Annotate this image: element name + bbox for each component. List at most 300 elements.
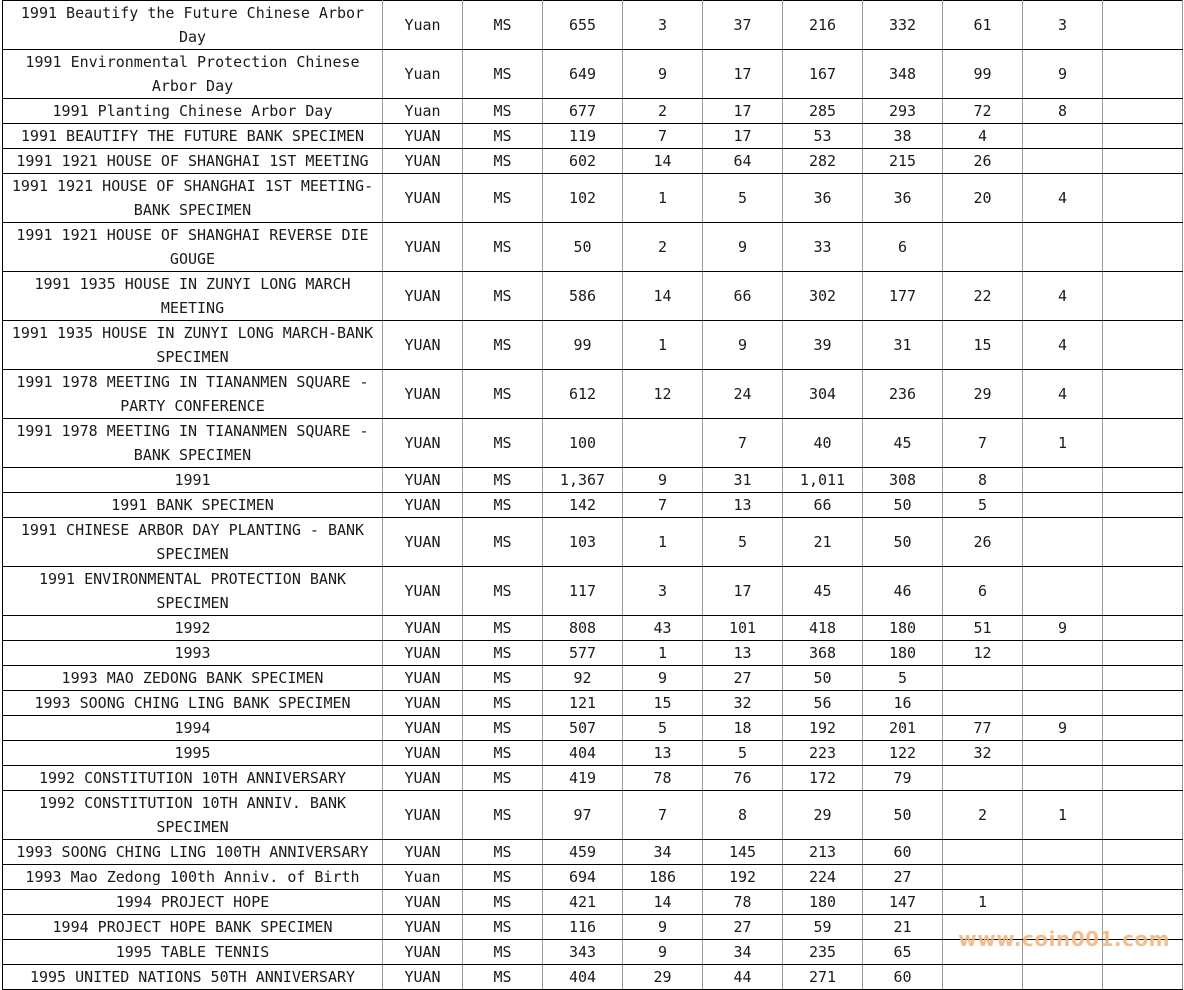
grade-col-4-cell: 60: [863, 840, 943, 865]
grade-col-1-cell: 9: [623, 915, 703, 940]
total-cell: 459: [543, 840, 623, 865]
currency-cell: YUAN: [383, 666, 463, 691]
grade-col-5-cell: 5: [943, 493, 1023, 518]
grade-col-2-cell: 5: [703, 741, 783, 766]
table-row: [3, 99, 1183, 124]
grade-col-7-cell: [1103, 915, 1183, 940]
coin-name-cell: 1991 BEAUTIFY THE FUTURE BANK SPECIMEN: [3, 124, 383, 149]
grade-col-6-cell: 4: [1023, 174, 1103, 223]
grade-cell: MS: [463, 370, 543, 419]
currency-cell: YUAN: [383, 272, 463, 321]
coin-name-cell: 1991 BANK SPECIMEN: [3, 493, 383, 518]
grade-col-2-cell: 101: [703, 616, 783, 641]
grade-col-4-cell: 215: [863, 149, 943, 174]
grade-col-3-cell: 180: [783, 890, 863, 915]
coin-name-cell: 1993 Mao Zedong 100th Anniv. of Birth: [3, 865, 383, 890]
total-cell: 116: [543, 915, 623, 940]
total-cell: 142: [543, 493, 623, 518]
grade-col-5-cell: 15: [943, 321, 1023, 370]
grade-cell: MS: [463, 840, 543, 865]
grade-col-1-cell: 1: [623, 174, 703, 223]
table-row: [3, 890, 1183, 915]
grade-col-1-cell: 2: [623, 223, 703, 272]
grade-col-3-cell: 368: [783, 641, 863, 666]
total-cell: 102: [543, 174, 623, 223]
grade-col-3-cell: 53: [783, 124, 863, 149]
grade-col-6-cell: [1023, 149, 1103, 174]
grade-col-1-cell: 2: [623, 99, 703, 124]
table-row: [3, 321, 1183, 370]
table-row: [3, 716, 1183, 741]
table-row: [3, 419, 1183, 468]
grade-col-7-cell: [1103, 518, 1183, 567]
grade-col-5-cell: [943, 766, 1023, 791]
grade-col-3-cell: 192: [783, 716, 863, 741]
grade-col-4-cell: 201: [863, 716, 943, 741]
grade-col-5-cell: 72: [943, 99, 1023, 124]
grade-cell: MS: [463, 691, 543, 716]
grade-col-4-cell: 16: [863, 691, 943, 716]
grade-col-6-cell: 9: [1023, 50, 1103, 99]
grade-col-5-cell: 29: [943, 370, 1023, 419]
grade-col-7-cell: [1103, 419, 1183, 468]
grade-col-4-cell: 6: [863, 223, 943, 272]
currency-cell: YUAN: [383, 321, 463, 370]
grade-col-7-cell: [1103, 223, 1183, 272]
grade-col-2-cell: 5: [703, 174, 783, 223]
grade-col-3-cell: 285: [783, 99, 863, 124]
grade-col-1-cell: 9: [623, 940, 703, 965]
grade-col-6-cell: [1023, 641, 1103, 666]
grade-col-7-cell: [1103, 890, 1183, 915]
grade-col-6-cell: [1023, 840, 1103, 865]
coin-name-cell: 1991 1978 MEETING IN TIANANMEN SQUARE - BANK SPECIMEN: [3, 419, 383, 468]
grade-cell: MS: [463, 766, 543, 791]
grade-col-1-cell: 1: [623, 518, 703, 567]
currency-cell: YUAN: [383, 965, 463, 990]
coin-name-cell: 1991 1935 HOUSE IN ZUNYI LONG MARCH-BANK SPECIMEN: [3, 321, 383, 370]
currency-cell: YUAN: [383, 149, 463, 174]
grade-col-7-cell: [1103, 99, 1183, 124]
grade-col-1-cell: 7: [623, 791, 703, 840]
currency-cell: YUAN: [383, 766, 463, 791]
grade-col-7-cell: [1103, 865, 1183, 890]
grade-col-2-cell: 13: [703, 493, 783, 518]
grade-col-2-cell: 37: [703, 1, 783, 50]
grade-col-2-cell: 34: [703, 940, 783, 965]
grade-col-5-cell: 7: [943, 419, 1023, 468]
grade-col-4-cell: 180: [863, 641, 943, 666]
coin-name-cell: 1992 CONSTITUTION 10TH ANNIV. BANK SPECIMEN: [3, 791, 383, 840]
currency-cell: Yuan: [383, 865, 463, 890]
grade-col-4-cell: 60: [863, 965, 943, 990]
grade-cell: MS: [463, 716, 543, 741]
total-cell: 507: [543, 716, 623, 741]
grade-col-6-cell: [1023, 518, 1103, 567]
grade-col-6-cell: 3: [1023, 1, 1103, 50]
currency-cell: YUAN: [383, 174, 463, 223]
grade-cell: MS: [463, 99, 543, 124]
grade-col-3-cell: 213: [783, 840, 863, 865]
grade-col-7-cell: [1103, 766, 1183, 791]
grade-col-2-cell: 44: [703, 965, 783, 990]
grade-cell: MS: [463, 915, 543, 940]
grade-col-6-cell: [1023, 691, 1103, 716]
currency-cell: YUAN: [383, 691, 463, 716]
grade-col-7-cell: [1103, 1, 1183, 50]
grade-col-4-cell: 177: [863, 272, 943, 321]
coin-name-cell: 1991: [3, 468, 383, 493]
grade-col-4-cell: 348: [863, 50, 943, 99]
grade-col-3-cell: 172: [783, 766, 863, 791]
grade-col-6-cell: 1: [1023, 791, 1103, 840]
grade-col-6-cell: [1023, 741, 1103, 766]
grade-col-2-cell: 5: [703, 518, 783, 567]
grade-col-5-cell: [943, 666, 1023, 691]
grade-col-5-cell: 26: [943, 518, 1023, 567]
coin-name-cell: 1991 1978 MEETING IN TIANANMEN SQUARE - PARTY CONFERENCE: [3, 370, 383, 419]
table-row: [3, 965, 1183, 990]
grade-col-4-cell: 46: [863, 567, 943, 616]
grade-col-5-cell: 22: [943, 272, 1023, 321]
grade-col-7-cell: [1103, 965, 1183, 990]
grade-cell: MS: [463, 940, 543, 965]
coin-name-cell: 1991 1921 HOUSE OF SHANGHAI 1ST MEETING: [3, 149, 383, 174]
grade-col-7-cell: [1103, 840, 1183, 865]
grade-col-5-cell: 32: [943, 741, 1023, 766]
grade-cell: MS: [463, 272, 543, 321]
table-row: [3, 174, 1183, 223]
total-cell: 99: [543, 321, 623, 370]
grade-cell: MS: [463, 174, 543, 223]
grade-cell: MS: [463, 419, 543, 468]
grade-col-1-cell: 43: [623, 616, 703, 641]
grade-cell: MS: [463, 666, 543, 691]
grade-col-5-cell: [943, 915, 1023, 940]
currency-cell: YUAN: [383, 840, 463, 865]
grade-cell: MS: [463, 567, 543, 616]
grade-col-7-cell: [1103, 940, 1183, 965]
grade-cell: MS: [463, 493, 543, 518]
grade-col-5-cell: 51: [943, 616, 1023, 641]
grade-col-5-cell: 61: [943, 1, 1023, 50]
grade-col-1-cell: 12: [623, 370, 703, 419]
coin-name-cell: 1993 MAO ZEDONG BANK SPECIMEN: [3, 666, 383, 691]
grade-col-2-cell: 17: [703, 567, 783, 616]
table-row: [3, 666, 1183, 691]
currency-cell: YUAN: [383, 518, 463, 567]
grade-col-1-cell: 9: [623, 666, 703, 691]
grade-col-5-cell: [943, 691, 1023, 716]
total-cell: 119: [543, 124, 623, 149]
currency-cell: YUAN: [383, 716, 463, 741]
grade-col-7-cell: [1103, 370, 1183, 419]
grade-col-5-cell: [943, 965, 1023, 990]
currency-cell: YUAN: [383, 616, 463, 641]
table-row: [3, 50, 1183, 99]
currency-cell: YUAN: [383, 124, 463, 149]
total-cell: 404: [543, 741, 623, 766]
grade-col-7-cell: [1103, 468, 1183, 493]
grade-col-1-cell: 34: [623, 840, 703, 865]
grade-cell: MS: [463, 223, 543, 272]
grade-col-5-cell: 6: [943, 567, 1023, 616]
grade-col-2-cell: 9: [703, 321, 783, 370]
grade-col-3-cell: 56: [783, 691, 863, 716]
grade-col-2-cell: 17: [703, 124, 783, 149]
total-cell: 103: [543, 518, 623, 567]
grade-col-2-cell: 27: [703, 915, 783, 940]
currency-cell: YUAN: [383, 791, 463, 840]
table-row: [3, 865, 1183, 890]
grade-col-1-cell: 15: [623, 691, 703, 716]
grade-col-6-cell: 1: [1023, 419, 1103, 468]
grade-col-7-cell: [1103, 741, 1183, 766]
grade-col-4-cell: 79: [863, 766, 943, 791]
grade-col-5-cell: [943, 840, 1023, 865]
grade-col-4-cell: 147: [863, 890, 943, 915]
grade-cell: MS: [463, 124, 543, 149]
grade-col-3-cell: 282: [783, 149, 863, 174]
table-row: [3, 741, 1183, 766]
currency-cell: YUAN: [383, 493, 463, 518]
coin-name-cell: 1991 1921 HOUSE OF SHANGHAI REVERSE DIE GOUGE: [3, 223, 383, 272]
grade-col-5-cell: [943, 223, 1023, 272]
table-row: [3, 616, 1183, 641]
coin-name-cell: 1993 SOONG CHING LING BANK SPECIMEN: [3, 691, 383, 716]
grade-cell: MS: [463, 616, 543, 641]
grade-col-2-cell: 32: [703, 691, 783, 716]
coin-name-cell: 1995 UNITED NATIONS 50TH ANNIVERSARY: [3, 965, 383, 990]
grade-col-5-cell: [943, 865, 1023, 890]
grade-col-7-cell: [1103, 493, 1183, 518]
grade-col-5-cell: 4: [943, 124, 1023, 149]
grade-col-6-cell: [1023, 766, 1103, 791]
grade-col-3-cell: 235: [783, 940, 863, 965]
grade-col-2-cell: 31: [703, 468, 783, 493]
grade-col-7-cell: [1103, 691, 1183, 716]
grade-col-6-cell: [1023, 915, 1103, 940]
grade-col-1-cell: 7: [623, 493, 703, 518]
grade-col-4-cell: 65: [863, 940, 943, 965]
grade-col-1-cell: 7: [623, 124, 703, 149]
currency-cell: YUAN: [383, 567, 463, 616]
coin-name-cell: 1995 TABLE TENNIS: [3, 940, 383, 965]
grade-col-6-cell: 9: [1023, 616, 1103, 641]
table-row: [3, 766, 1183, 791]
currency-cell: YUAN: [383, 468, 463, 493]
total-cell: 677: [543, 99, 623, 124]
coin-name-cell: 1995: [3, 741, 383, 766]
currency-cell: YUAN: [383, 223, 463, 272]
grade-col-7-cell: [1103, 616, 1183, 641]
total-cell: 612: [543, 370, 623, 419]
table-row: [3, 567, 1183, 616]
grade-col-1-cell: 9: [623, 50, 703, 99]
coin-name-cell: 1991 Planting Chinese Arbor Day: [3, 99, 383, 124]
grade-col-3-cell: 304: [783, 370, 863, 419]
grade-col-2-cell: 18: [703, 716, 783, 741]
grade-cell: MS: [463, 468, 543, 493]
table-row: [3, 940, 1183, 965]
total-cell: 92: [543, 666, 623, 691]
total-cell: 586: [543, 272, 623, 321]
grade-col-2-cell: 78: [703, 890, 783, 915]
grade-col-4-cell: 21: [863, 915, 943, 940]
total-cell: 121: [543, 691, 623, 716]
total-cell: 343: [543, 940, 623, 965]
grade-col-4-cell: 50: [863, 518, 943, 567]
grade-col-1-cell: 14: [623, 890, 703, 915]
grade-col-7-cell: [1103, 50, 1183, 99]
coin-name-cell: 1991 CHINESE ARBOR DAY PLANTING - BANK SPECIMEN: [3, 518, 383, 567]
grade-cell: MS: [463, 641, 543, 666]
grade-col-6-cell: [1023, 865, 1103, 890]
grade-col-3-cell: 167: [783, 50, 863, 99]
total-cell: 421: [543, 890, 623, 915]
grade-col-6-cell: [1023, 940, 1103, 965]
grade-col-4-cell: 31: [863, 321, 943, 370]
grade-col-2-cell: 192: [703, 865, 783, 890]
grade-cell: MS: [463, 865, 543, 890]
coin-name-cell: 1991 ENVIRONMENTAL PROTECTION BANK SPECIMEN: [3, 567, 383, 616]
grade-col-1-cell: 1: [623, 321, 703, 370]
table-row: [3, 468, 1183, 493]
grade-col-5-cell: 20: [943, 174, 1023, 223]
grade-col-1-cell: 29: [623, 965, 703, 990]
grade-col-7-cell: [1103, 174, 1183, 223]
grade-col-6-cell: [1023, 223, 1103, 272]
grade-col-4-cell: 36: [863, 174, 943, 223]
grade-col-2-cell: 9: [703, 223, 783, 272]
grade-col-3-cell: 224: [783, 865, 863, 890]
grade-col-5-cell: 8: [943, 468, 1023, 493]
table-row: [3, 272, 1183, 321]
grade-col-7-cell: [1103, 124, 1183, 149]
grade-col-6-cell: 8: [1023, 99, 1103, 124]
table-row: [3, 493, 1183, 518]
grade-col-7-cell: [1103, 567, 1183, 616]
grade-col-6-cell: 9: [1023, 716, 1103, 741]
grade-cell: MS: [463, 791, 543, 840]
table-row: [3, 840, 1183, 865]
grade-col-3-cell: 36: [783, 174, 863, 223]
grade-col-2-cell: 24: [703, 370, 783, 419]
total-cell: 808: [543, 616, 623, 641]
grade-col-4-cell: 38: [863, 124, 943, 149]
coin-name-cell: 1991 1921 HOUSE OF SHANGHAI 1ST MEETING-BANK SPECIMEN: [3, 174, 383, 223]
table-row: [3, 691, 1183, 716]
total-cell: 419: [543, 766, 623, 791]
total-cell: 117: [543, 567, 623, 616]
grade-col-3-cell: 33: [783, 223, 863, 272]
grade-col-4-cell: 293: [863, 99, 943, 124]
grade-col-5-cell: [943, 940, 1023, 965]
total-cell: 649: [543, 50, 623, 99]
total-cell: 577: [543, 641, 623, 666]
grade-col-4-cell: 27: [863, 865, 943, 890]
total-cell: 694: [543, 865, 623, 890]
grade-col-4-cell: 50: [863, 791, 943, 840]
grade-col-2-cell: 17: [703, 50, 783, 99]
coin-name-cell: 1993 SOONG CHING LING 100TH ANNIVERSARY: [3, 840, 383, 865]
grade-col-5-cell: 99: [943, 50, 1023, 99]
table-row: [3, 518, 1183, 567]
grade-col-1-cell: 14: [623, 149, 703, 174]
table-row: [3, 370, 1183, 419]
grade-col-6-cell: [1023, 468, 1103, 493]
grade-col-6-cell: [1023, 124, 1103, 149]
currency-cell: YUAN: [383, 915, 463, 940]
grade-col-3-cell: 1,011: [783, 468, 863, 493]
coin-name-cell: 1992: [3, 616, 383, 641]
table-row: [3, 915, 1183, 940]
grade-col-6-cell: [1023, 567, 1103, 616]
grade-col-1-cell: 14: [623, 272, 703, 321]
grade-col-6-cell: [1023, 890, 1103, 915]
grade-col-2-cell: 27: [703, 666, 783, 691]
table-row: [3, 223, 1183, 272]
grade-col-1-cell: 186: [623, 865, 703, 890]
grade-col-3-cell: 59: [783, 915, 863, 940]
grade-col-6-cell: 4: [1023, 370, 1103, 419]
table-row: [3, 1, 1183, 50]
grade-col-2-cell: 64: [703, 149, 783, 174]
grade-col-5-cell: 12: [943, 641, 1023, 666]
table-body: [3, 1, 1183, 990]
grade-col-6-cell: 4: [1023, 272, 1103, 321]
grade-col-1-cell: [623, 419, 703, 468]
coin-name-cell: 1994 PROJECT HOPE BANK SPECIMEN: [3, 915, 383, 940]
table-row: [3, 791, 1183, 840]
total-cell: 97: [543, 791, 623, 840]
currency-cell: YUAN: [383, 741, 463, 766]
table-row: [3, 124, 1183, 149]
grade-col-6-cell: [1023, 965, 1103, 990]
coin-name-cell: 1991 1935 HOUSE IN ZUNYI LONG MARCH MEETING: [3, 272, 383, 321]
grade-col-4-cell: 5: [863, 666, 943, 691]
grade-cell: MS: [463, 518, 543, 567]
grade-col-3-cell: 271: [783, 965, 863, 990]
site-watermark: www.coin001.com: [958, 927, 1170, 951]
grade-col-7-cell: [1103, 272, 1183, 321]
grade-col-1-cell: 78: [623, 766, 703, 791]
grade-col-1-cell: 3: [623, 567, 703, 616]
grade-col-1-cell: 5: [623, 716, 703, 741]
grade-col-3-cell: 216: [783, 1, 863, 50]
grade-cell: MS: [463, 741, 543, 766]
currency-cell: Yuan: [383, 1, 463, 50]
currency-cell: Yuan: [383, 50, 463, 99]
total-cell: 404: [543, 965, 623, 990]
coin-name-cell: 1994 PROJECT HOPE: [3, 890, 383, 915]
grade-col-5-cell: 2: [943, 791, 1023, 840]
grade-col-2-cell: 66: [703, 272, 783, 321]
grade-col-4-cell: 50: [863, 493, 943, 518]
coin-name-cell: 1993: [3, 641, 383, 666]
total-cell: 50: [543, 223, 623, 272]
grade-col-4-cell: 122: [863, 741, 943, 766]
currency-cell: YUAN: [383, 641, 463, 666]
grade-cell: MS: [463, 321, 543, 370]
grade-col-4-cell: 308: [863, 468, 943, 493]
grade-col-2-cell: 76: [703, 766, 783, 791]
grade-col-3-cell: 29: [783, 791, 863, 840]
grade-cell: MS: [463, 1, 543, 50]
grade-col-2-cell: 17: [703, 99, 783, 124]
total-cell: 100: [543, 419, 623, 468]
total-cell: 655: [543, 1, 623, 50]
